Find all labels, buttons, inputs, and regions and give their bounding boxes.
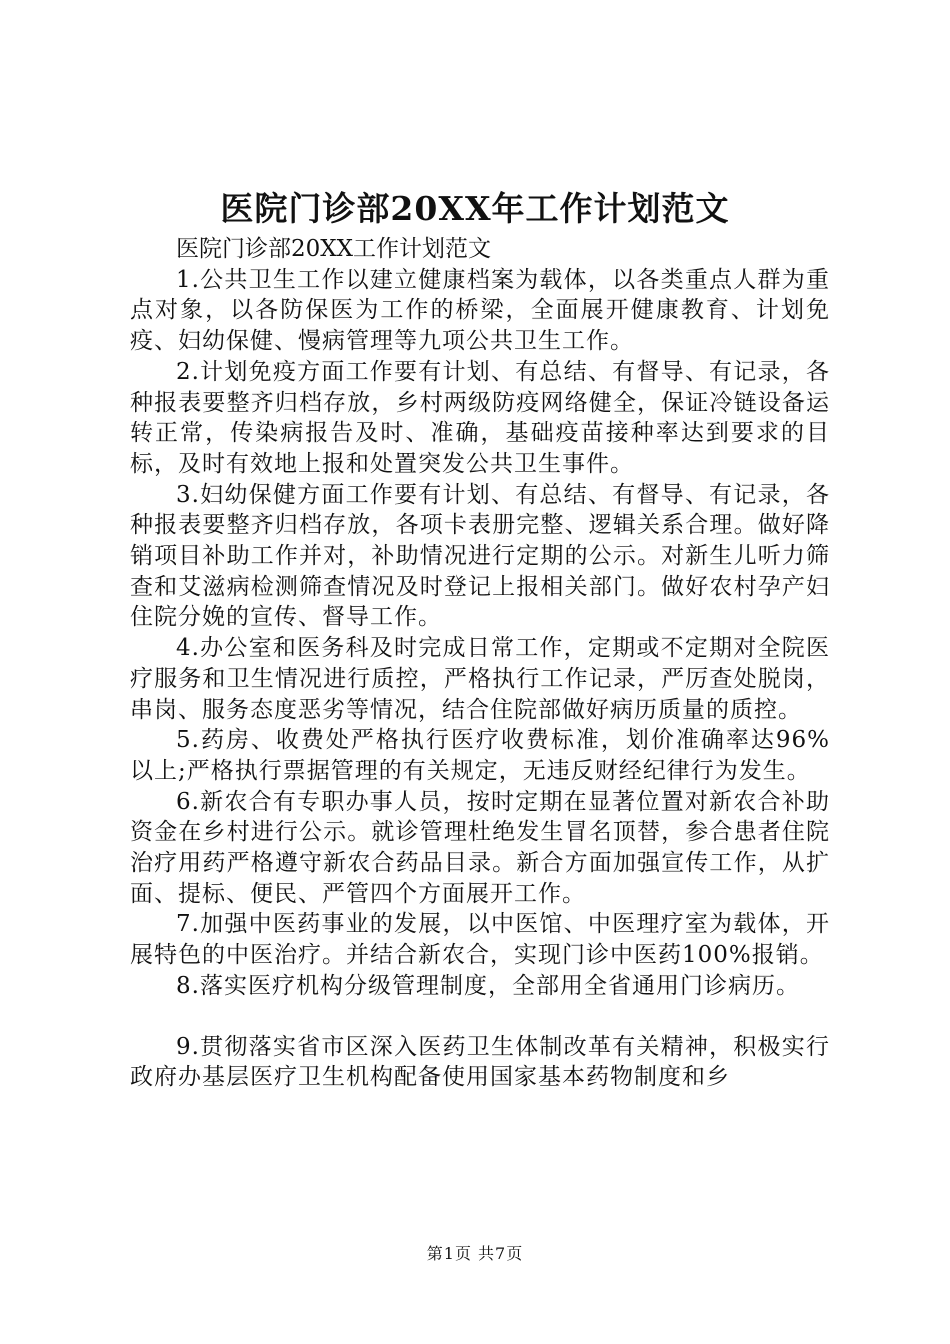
document-body	[130, 234, 830, 1093]
paragraph-1: 1.公共卫生工作以建立健康档案为载体，以各类重点人群为重点对象，以各防保医为工作的桥梁，全面展开健康教育、计划免疫、妇幼保健、慢病管理等九项公共卫生工作。	[130, 266, 830, 355]
paragraph-4: 4.办公室和医务科及时完成日常工作，定期或不定期对全院医疗服务和卫生情况进行质控，严格执行工作记录，严厉查处脱岗，串岗、服务态度恶劣等情况，结合住院部做好病历质量的质控。	[130, 635, 830, 723]
document-title: 医院门诊部20XX年工作计划范文	[220, 189, 730, 228]
paragraph-5: 5.药房、收费处严格执行医疗收费标准，划价准确率达96%以上;严格执行票据管理的有关规定，无违反财经纪律行为发生。	[130, 727, 830, 784]
paragraph-6: 6.新农合有专职办事人员，按时定期在显著位置对新农合补助资金在乡村进行公示。就诊管理杜绝发生冒名顶替，参合患者住院治疗用药严格遵守新农合药品目录。新合方面加强宣传工作，从扩面、提标、便民、严管四个方面展开工作。	[130, 788, 830, 907]
document-subtitle: 医院门诊部20XX工作计划范文	[176, 236, 492, 262]
paragraph-7: 7.加强中医药事业的发展，以中医馆、中医理疗室为载体，开展特色的中医治疗。并结合新农合，实现门诊中医药100%报销。	[130, 911, 830, 969]
paragraph-8: 8.落实医疗机构分级管理制度，全部用全省通用门诊病历。	[176, 972, 800, 999]
page-footer: 第1页 共7页	[426, 1244, 524, 1263]
paragraph-3: 3.妇幼保健方面工作要有计划、有总结、有督导、有记录，各种报表要整齐归档存放，各项卡表册完整、逻辑关系合理。做好降销项目补助工作并对，补助情况进行定期的公示。对新生儿听力筛查和艾滋病检测筛查情况及时登记上报相关部门。做好农村孕产妇住院分娩的宣传、督导工作。	[130, 481, 830, 631]
paragraph-2: 2.计划免疫方面工作要有计划、有总结、有督导、有记录，各种报表要整齐归档存放，乡村两级防疫网络健全，保证冷链设备运转正常，传染病报告及时、准确，基础疫苗接种率达到要求的目标，及时有效地上报和处置突发公共卫生事件。	[130, 358, 830, 477]
paragraph-9: 9.贯彻落实省市区深入医药卫生体制改革有关精神，积极实行政府办基层医疗卫生机构配备使用国家基本药物制度和乡	[130, 1033, 830, 1091]
